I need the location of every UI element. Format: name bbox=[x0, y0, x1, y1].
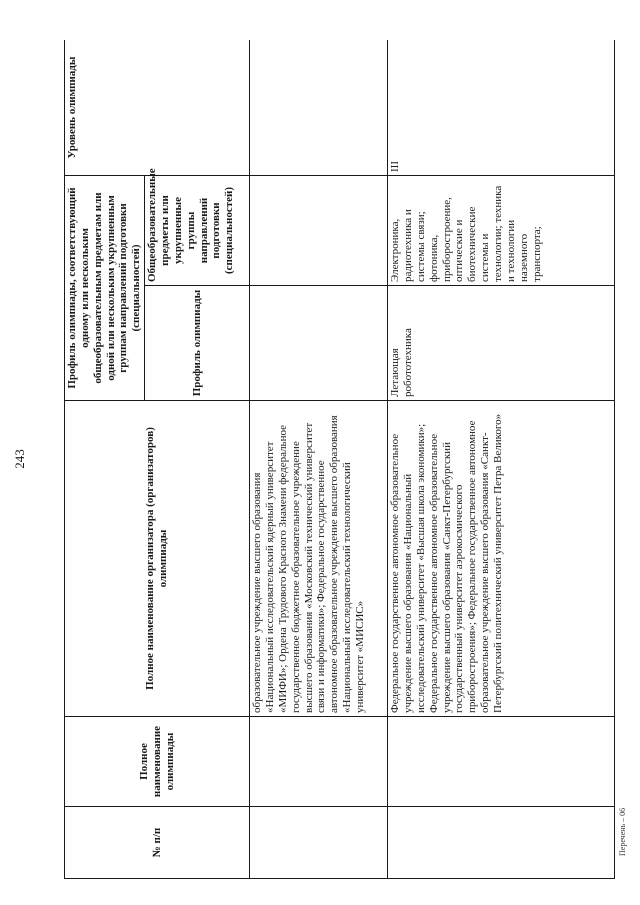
cell-organizer: Федеральное государственное автономное образовательное учреждение высшего образования «Национальный исследовательский университет «Высшая школа экономики»; Федеральное государственное автономное образовательное учреждение высшего образования «Санкт-Петербургский государственный университет аэрокосмического приборостроения»; Федеральное государственное автономное образовательное учреждение высшего образования «Санкт-Петербургский политехнический университет Петра Великого» bbox=[388, 401, 615, 717]
header-level: Уровень олимпиады bbox=[65, 40, 250, 176]
header-profile-group: Профиль олимпиады, соответствующий одному или нескольким общеобразовательным предметам или одной или нескольким укрупненным группам направлений подготовки (специальностей) bbox=[65, 176, 145, 401]
cell-olympiad-name bbox=[250, 717, 388, 807]
footer-note: Перечень – 06 bbox=[618, 807, 627, 856]
table-row bbox=[388, 40, 615, 879]
header-profile: Профиль олимпиады bbox=[145, 286, 250, 401]
page-number: 243 bbox=[12, 449, 27, 469]
cell-subjects: Электроника, радиотехника и системы связи; фотоника, приборостроение, оптические и биотехнические системы и технологии; техника и технологии наземного транспорта; bbox=[388, 176, 615, 286]
cell-subjects bbox=[250, 176, 388, 286]
cell-profile bbox=[250, 286, 388, 401]
header-num: № п/п bbox=[65, 807, 250, 879]
header-olympiad-name: Полное наименование олимпиады bbox=[65, 717, 250, 807]
cell-num bbox=[388, 807, 615, 879]
cell-level bbox=[250, 40, 388, 176]
olympiad-table bbox=[64, 40, 615, 879]
header-organizer: Полное наименование организатора (организаторов) олимпиады bbox=[65, 401, 250, 717]
table-row bbox=[250, 40, 388, 879]
cell-profile: Летающая робототехника bbox=[388, 286, 615, 401]
header-subjects: Общеобразовательные предметы или укрупненные группы направлений подготовки (специальностей) bbox=[145, 176, 250, 286]
cell-olympiad-name bbox=[388, 717, 615, 807]
olympiad-table-container bbox=[64, 40, 615, 879]
cell-level: III bbox=[388, 40, 615, 176]
cell-num bbox=[250, 807, 388, 879]
cell-organizer: образовательное учреждение высшего образования «Национальный исследовательский ядерный университет «МИФИ»; Ордена Трудового Красного Знамени федеральное государственное бюджетное образовательное учреждение высшего образования «Московский технический университет связи и информатики»; Федеральное государственное автономное образовательное учреждение высшего образования «Национальный исследовательский технологический университет «МИСИС» bbox=[250, 401, 388, 717]
rotated-table-frame bbox=[64, 40, 615, 879]
